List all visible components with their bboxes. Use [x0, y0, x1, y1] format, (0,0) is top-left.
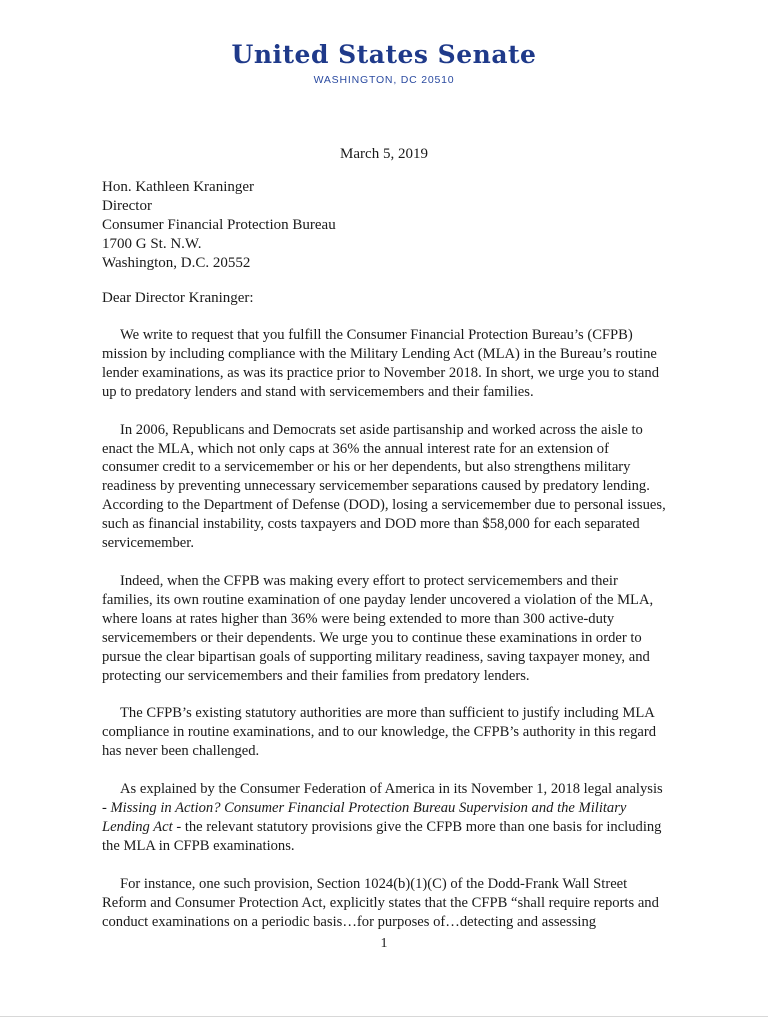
body-paragraph: We write to request that you fulfill the Consumer Financial Protection Bureau’s (CFPB) mission by including compliance with the Military Lending Act (MLA) in the Bureau’s routine lender examinations, as was its practice prior to November 2018. In short, we urge you to stand up to predatory lenders and stand with servicemembers and their families. [102, 327, 659, 400]
recipient-city: Washington, D.C. 20552 [102, 255, 251, 271]
body-paragraph: For instance, one such provision, Section 1024(b)(1)(C) of the Dodd-Frank Wall Street Reform and Consumer Protection Act, explicitly states that the CFPB “shall require reports and conduct examinations on a periodic basis…for purposes of…detecting and assessing [102, 875, 659, 930]
recipient-title: Director [102, 198, 152, 214]
page-number: 1 [380, 936, 388, 951]
cfa-report-title: Missing in Action? Consumer Financial Protection Bureau Supervision and the Military Lending Act [102, 800, 627, 835]
body-paragraph: The CFPB’s existing statutory authorities are more than sufficient to justify including MLA compliance in routine examinations, and to our knowledge, the CFPB’s authority in this regard has never been challenged. [102, 705, 657, 760]
salutation: Dear Director Kraninger: [102, 290, 254, 306]
cfa-text-after: - the relevant statutory provisions give the CFPB more than one basis for including the MLA in CFPB examinations. [102, 818, 662, 854]
senate-title: United States Senate [231, 40, 537, 69]
senate-location: WASHINGTON, DC 20510 [313, 74, 455, 86]
recipient-address [102, 178, 336, 273]
letter-body [102, 326, 668, 950]
recipient-street: 1700 G St. N.W. [102, 236, 202, 252]
letterhead [0, 40, 768, 86]
letter-date: March 5, 2019 [340, 146, 428, 162]
page-bottom-edge [0, 1016, 768, 1017]
recipient-organization: Consumer Financial Protection Bureau [102, 217, 336, 233]
recipient-name: Hon. Kathleen Kraninger [102, 179, 255, 195]
body-paragraph: Indeed, when the CFPB was making every effort to protect servicemembers and their families, its own routine examination of one payday lender uncovered a violation of the MLA, where loans at rates higher than 36% were being extended to more than 300 active-duty servicemembers or their dependents. We urge you to continue these examinations in order to pursue the clear bipartisan goals of supporting military readiness, saving taxpayer money, and protecting our servicemembers and their families from predatory lenders. [102, 572, 654, 684]
body-paragraph-cfa [102, 780, 668, 856]
body-paragraph: In 2006, Republicans and Democrats set aside partisanship and worked across the aisle to enact the MLA, which not only caps at 36% the annual interest rate for an extension of consumer credit to a servicemember or his or her dependents, but also strengthens military readiness by preventing unnecessary servicemember separations caused by predatory lending. According to the Department of Defense (DOD), losing a servicemember due to personal issues, such as financial instability, costs taxpayers and DOD more than $58,000 for each separated servicemember. [102, 421, 666, 552]
cfa-text-before: As explained by the Consumer Federation of America in its November 1, 2018 legal analysis - [102, 781, 663, 817]
